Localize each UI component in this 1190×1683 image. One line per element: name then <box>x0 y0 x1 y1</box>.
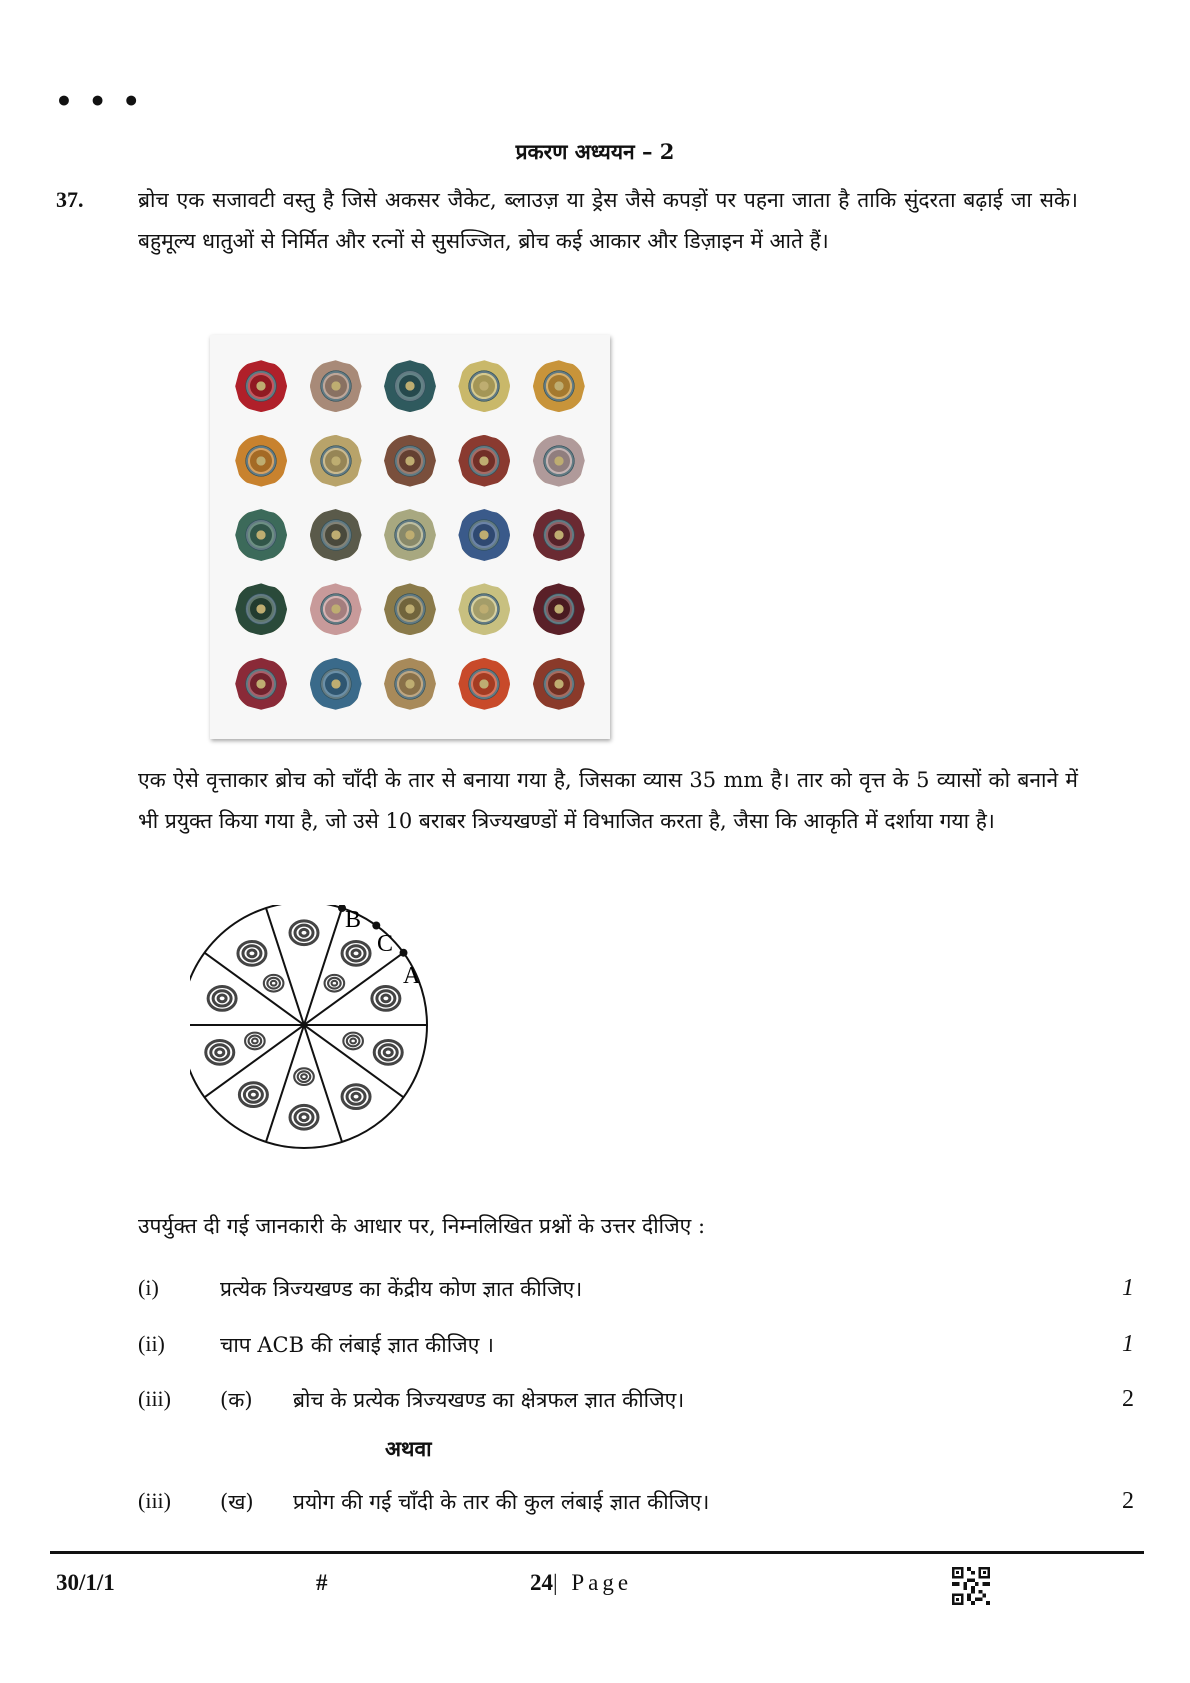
ellipsis-marker: • • • <box>55 85 144 118</box>
footer-divider <box>50 1551 1144 1554</box>
question-number: 37. <box>56 187 84 212</box>
brooch-item <box>533 360 585 412</box>
brooch-sector-diagram <box>190 905 490 1185</box>
brooch-item <box>533 509 585 561</box>
page-number: 24 <box>530 1570 553 1595</box>
brooch-item <box>384 509 436 561</box>
page-indicator <box>530 1570 632 1596</box>
qr-code-icon <box>952 1567 990 1605</box>
brooch-item <box>384 658 436 710</box>
brooch-grid <box>224 349 596 721</box>
part-number: (i) <box>138 1275 159 1300</box>
paper-code: 30/1/1 <box>56 1570 115 1595</box>
spiral-ornament-icon <box>374 1040 402 1064</box>
part-number: (iii) <box>138 1488 171 1513</box>
section-title: प्रकरण अध्ययन – 2 <box>515 139 675 164</box>
or-label: अथवा <box>385 1436 432 1461</box>
brooch-item <box>533 435 585 487</box>
brooch-item <box>384 583 436 635</box>
part-text: प्रत्येक त्रिज्यखण्ड का केंद्रीय कोण ज्ञात कीजिए। <box>220 1277 583 1301</box>
spiral-ornament-icon <box>245 1033 265 1050</box>
spiral-ornament-icon <box>206 1040 234 1064</box>
brooch-item <box>533 658 585 710</box>
spiral-ornament-icon <box>325 975 345 992</box>
brooch-item <box>458 435 510 487</box>
brooch-item <box>458 360 510 412</box>
brooch-item <box>533 583 585 635</box>
part-marks: 1 <box>1122 1331 1134 1357</box>
page-label: | Page <box>553 1570 633 1595</box>
part-number: (ii) <box>138 1331 165 1356</box>
question-description: एक ऐसे वृत्ताकार ब्रोच को चाँदी के तार से बनाया गया है, जिसका व्यास 35 mm है। तार को वृत्त के 5 व्यासों को बनाने में भी प्रयुक्त किया गया है, जो उसे 10 बराबर त्रिज्यखण्डों में विभाजित करता है, जैसा कि आकृति में दर्शाया गया है। <box>138 768 1078 833</box>
spiral-ornament-icon <box>264 975 284 992</box>
part-sub-label: (ख) <box>220 1490 254 1514</box>
brooch-item <box>310 583 362 635</box>
instructions: उपर्युक्त दी गई जानकारी के आधार पर, निम्नलिखित प्रश्नों के उत्तर दीजिए : <box>138 1214 706 1238</box>
hash-marker: # <box>316 1570 328 1595</box>
brooch-item <box>458 583 510 635</box>
part-marks: 1 <box>1122 1275 1134 1301</box>
brooch-item <box>458 658 510 710</box>
part-text: प्रयोग की गई चाँदी के तार की कुल लंबाई ज्ञात कीजिए। <box>293 1490 710 1514</box>
point-b-label: B <box>345 907 362 933</box>
brooch-item <box>235 435 287 487</box>
spiral-ornament-icon <box>290 921 318 945</box>
part-iii-a <box>138 1386 1134 1426</box>
part-iii-b <box>138 1488 1134 1528</box>
spiral-ornament-icon <box>208 986 236 1010</box>
brooch-item <box>235 658 287 710</box>
brooch-item <box>310 509 362 561</box>
spiral-ornament-icon <box>342 941 370 965</box>
brooch-item <box>235 360 287 412</box>
brooch-item <box>384 435 436 487</box>
brooch-item <box>310 360 362 412</box>
part-number: (iii) <box>138 1386 171 1411</box>
brooch-item <box>458 509 510 561</box>
part-marks: 2 <box>1122 1386 1134 1412</box>
spiral-ornament-icon <box>239 1083 267 1107</box>
brooch-item <box>235 583 287 635</box>
brooch-collection-image <box>210 335 610 739</box>
spiral-ornament-icon <box>343 1033 363 1050</box>
spiral-ornament-icon <box>342 1085 370 1109</box>
spiral-ornament-icon <box>294 1068 314 1085</box>
part-ii <box>138 1331 1134 1371</box>
spiral-ornament-icon <box>290 1105 318 1129</box>
brooch-item <box>310 435 362 487</box>
part-sub-label: (क) <box>220 1388 253 1412</box>
part-text: ब्रोच के प्रत्येक त्रिज्यखण्ड का क्षेत्रफल ज्ञात कीजिए। <box>293 1388 685 1412</box>
brooch-item <box>310 658 362 710</box>
brooch-item <box>235 509 287 561</box>
part-text: चाप ACB की लंबाई ज्ञात कीजिए । <box>220 1333 494 1357</box>
spiral-ornament-icon <box>372 986 400 1010</box>
part-marks: 2 <box>1122 1488 1134 1514</box>
part-i <box>138 1275 1134 1315</box>
brooch-item <box>384 360 436 412</box>
spiral-ornament-icon <box>238 941 266 965</box>
circle-diagram-svg <box>190 905 490 1185</box>
point-a-label: A <box>403 963 421 989</box>
point-c-label: C <box>377 931 394 957</box>
question-intro: ब्रोच एक सजावटी वस्तु है जिसे अकसर जैकेट, ब्लाउज़ या ड्रेस जैसे कपड़ों पर पहना जाता है ताकि सुंदरता बढ़ाई जा सके। बहुमूल्य धातुओं से निर्मित और रत्नों से सुसज्जित, ब्रोच कई आकार और डिज़ाइन में आते हैं। <box>138 188 1078 253</box>
